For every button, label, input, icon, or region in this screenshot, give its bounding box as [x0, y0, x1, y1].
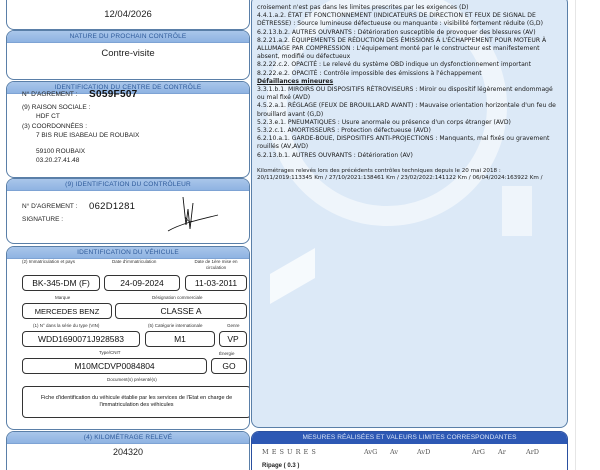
right-column: [251, 0, 569, 470]
type-cnit-label: Type/CNIT: [99, 350, 121, 355]
energie-value: GO: [211, 358, 247, 374]
type-cnit-value: M10MCDVP0084804: [22, 358, 207, 374]
minor-defect-item: 6.2.13.b.1. AUTRES OUVRANTS : Détérioration (AV): [257, 151, 413, 159]
address-line-1: 7 BIS RUE ISABEAU DE ROUBAIX: [36, 132, 140, 139]
column-av: Av: [390, 448, 399, 456]
measurements-title: MESURES RÉALISÉES ET VALEURS LIMITES CORRESPONDANTES: [252, 432, 567, 444]
first-registration-label: Date de 1ère mise en circulation: [194, 259, 238, 270]
documents-label: Document(s) présenté(s): [107, 377, 157, 382]
centre-agrement-label: N° D'AGREMENT :: [22, 91, 78, 98]
first-registration-value: 11-03-2011: [185, 275, 247, 291]
mileage-panel: [6, 431, 250, 470]
column-avg: AvG: [364, 448, 378, 456]
watermark-arrow-icon: [270, 248, 315, 304]
documents-value: Fiche d'identification du véhicule établie par les services de l'Etat en charge de l'immatriculation des véhicules: [22, 386, 250, 418]
watermark-block-icon: [502, 186, 532, 236]
minor-defect-item: 4.5.2.a.1. RÉGLAGE (FEUX DE BROUILLARD AVANT) : Mauvaise orientation horizontale d'un feu de brouillard avant (G,D): [257, 102, 556, 118]
genre-value: VP: [219, 331, 247, 347]
centre-agrement-value: S059F507: [89, 89, 138, 100]
date-immat-value: 24-09-2024: [104, 275, 180, 291]
mileage-history-values: 20/11/2019:113345 Km / 27/10/2021:138461 Km / 23/02/2022:141122 Km / 06/04/2024:163922 Km /: [257, 174, 543, 181]
mileage-history-intro: Kilométrages relevés lors des précédents contrôles techniques depuis le 20 mai 2018 :: [257, 167, 501, 174]
vehicle-panel: [6, 246, 250, 430]
minor-defect-item: 6.2.10.a.1. GARDE-BOUE, DISPOSITIFS ANTI-PROJECTIONS : Manquants, mal fixés ou gravement rouillés (AV,AVD): [257, 135, 550, 151]
coordonnees-label: (3) COORDONNÉES :: [22, 123, 88, 130]
vin-value: WDD1690071J928583: [22, 331, 140, 347]
marque-label: Marque: [55, 295, 71, 300]
next-control-date: 12/04/2026: [104, 9, 152, 20]
category-label: (5) Catégorie internationale: [148, 323, 203, 328]
page-edge-divider: [575, 0, 576, 470]
defect-item: 8.2.21.a.2. ÉQUIPEMENTS DE RÉDUCTION DES ÉMISSIONS À L'ÉCHAPPEMENT POUR MOTEUR À ALLUMAGE PAR COMPRESSION : L'équipement monté par le constructeur est manifestement absent, modifié ou défectueux: [257, 36, 547, 61]
signature-icon: [162, 195, 222, 235]
minor-defect-item: 3.3.1.b.1. MIROIRS OU DISPOSITIFS RÉTROVISEURS : Miroir ou dispositif légèrement endommagé ou mal fixé (AVD): [257, 86, 553, 102]
column-ar: Ar: [498, 448, 506, 456]
defect-item: 8.2.22.c.2. OPACITÉ : Le relevé du système OBD indique un dysfonctionnement important: [257, 61, 532, 69]
minor-defect-item: 5.3.2.c.1. AMORTISSEURS : Protection défectueuse (AVD): [257, 127, 431, 135]
next-control-nature: Contre-visite: [101, 48, 155, 59]
vin-label: (1) N° dans la série du type (VIN): [33, 323, 100, 328]
genre-label: Genre: [227, 323, 240, 328]
mileage-value: 204320: [112, 447, 144, 457]
defects-panel: [251, 0, 568, 428]
raison-sociale-label: (9) RAISON SOCIALE :: [22, 104, 91, 111]
column-mesures: M E S U R E S: [262, 448, 317, 456]
column-arg: ArG: [472, 448, 485, 456]
immat-value: BK-345-DM (F): [22, 275, 100, 291]
immat-label: (2) Immatriculation et pays: [22, 259, 76, 264]
panel-title: (4) KILOMÉTRAGE RELEVÉ: [7, 432, 249, 444]
minor-defect-item: 5.2.3.e.1. PNEUMATIQUES : Usure anormale ou présence d'un corps étranger (AVD): [257, 118, 511, 126]
panel-title: IDENTIFICATION DU VÉHICULE: [7, 247, 249, 259]
defect-item: 4.4.1.a.2. ÉTAT ET FONCTIONNEMENT (INDICATEURS DE DIRECTION ET FEUX DE SIGNAL DE DÉTRESSE) : Source lumineuse défectueuse ou manquante : visibilité fortement réduite (G,D): [257, 12, 543, 28]
date-immat-label: Date d'immatriculation: [112, 259, 157, 264]
controller-panel: [6, 178, 250, 244]
defect-item: croisement n'est pas dans les limites prescrites par les exigences (D): [257, 4, 469, 11]
energie-label: Énergie: [219, 351, 235, 356]
designation-label: Désignation commerciale: [152, 295, 203, 300]
column-avd: AvD: [417, 448, 431, 456]
controller-agrement-value: 062D1281: [89, 201, 136, 212]
measurements-panel: [251, 431, 568, 470]
control-centre-panel: [6, 81, 250, 178]
raison-sociale-value: HDF CT: [36, 113, 60, 120]
controller-agrement-label: N° D'AGREMENT :: [22, 203, 78, 210]
measurement-row-ripage: Ripage ( 0.3 ): [262, 463, 300, 469]
designation-value: CLASSE A: [115, 303, 247, 319]
defect-item: 8.2.22.e.2. OPACITÉ : Contrôle impossible des émissions à l'échappement: [257, 69, 482, 77]
category-value: M1: [145, 331, 215, 347]
address-line-2: 59100 ROUBAIX: [36, 148, 86, 155]
marque-value: MERCEDES BENZ: [22, 303, 112, 319]
signature-label: SIGNATURE :: [22, 216, 64, 223]
mileage-history: [257, 168, 562, 182]
minor-defects-heading: Défaillances mineures: [257, 77, 334, 85]
defects-list: [257, 0, 562, 182]
panel-title: (9) IDENTIFICATION DU CONTRÔLEUR: [7, 179, 249, 191]
left-column: [6, 0, 250, 470]
next-control-nature-panel: [6, 30, 250, 80]
next-control-date-panel: [6, 0, 250, 30]
column-ard: ArD: [526, 448, 540, 456]
panel-title: IDENTIFICATION DU CENTRE DE CONTRÔLE: [7, 82, 249, 94]
defect-item: 6.2.13.b.2. AUTRES OUVRANTS : Détérioration susceptible de provoquer des blessures (AV): [257, 28, 536, 36]
panel-title: NATURE DU PROCHAIN CONTRÔLE: [7, 31, 249, 43]
phone-number: 03.20.27.41.48: [36, 157, 80, 164]
